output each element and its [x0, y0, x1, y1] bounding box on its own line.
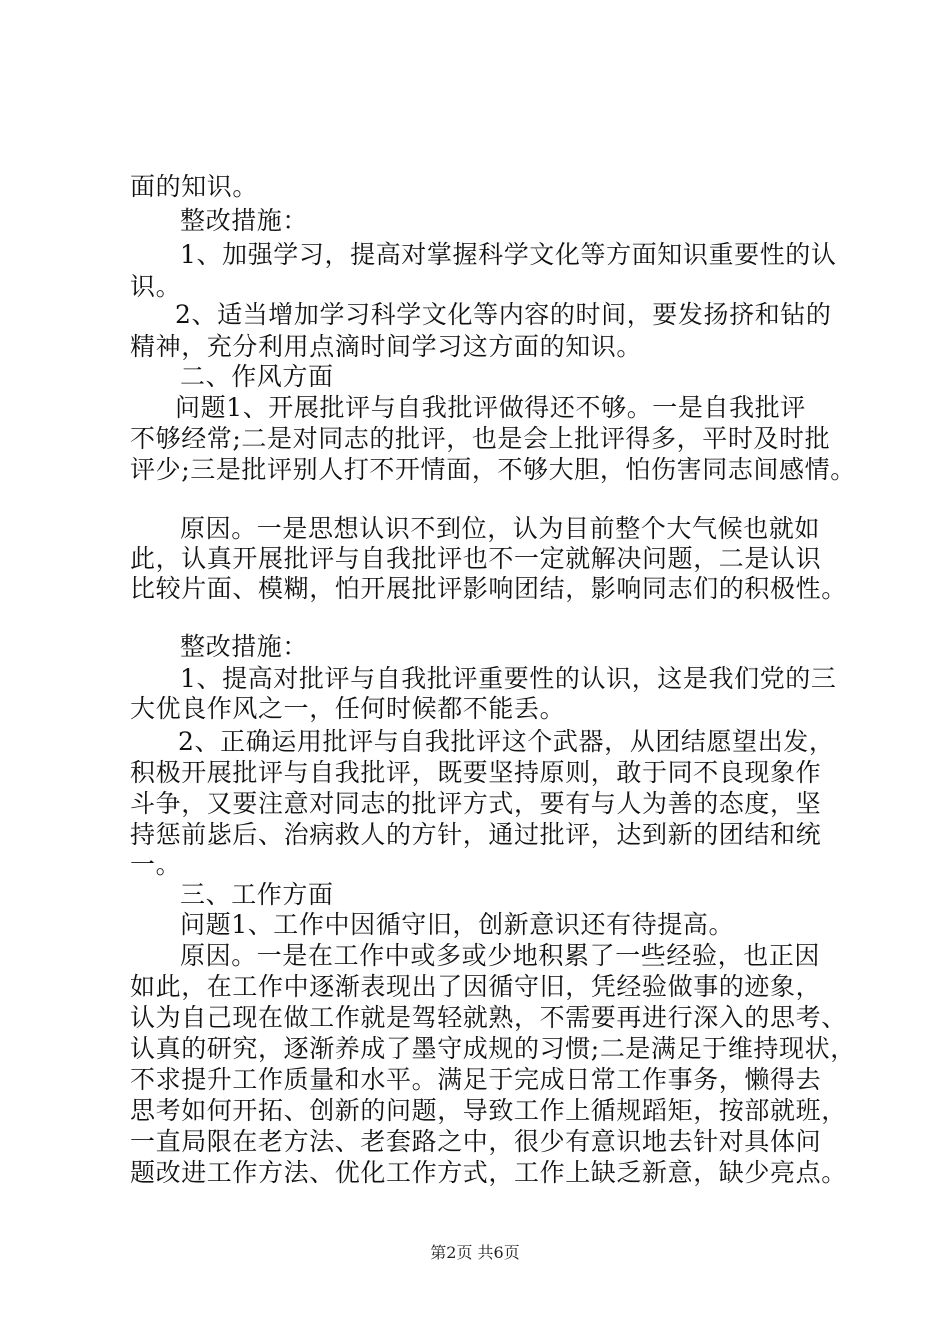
- paragraph-line: 持惩前毖后、治病救人的方针，通过批评，达到新的团结和统: [130, 820, 822, 849]
- paragraph-line: 大优良作风之一，任何时候都不能丢。: [130, 694, 566, 723]
- list-item: 1、提高对批评与自我批评重要性的认识，这是我们党的三: [180, 664, 837, 693]
- paragraph-line: 认为自己现在做工作就是驾轻就熟，不需要再进行深入的思考、: [130, 1003, 847, 1032]
- list-item: 2、适当增加学习科学文化等内容的时间，要发扬挤和钻的: [175, 300, 832, 329]
- paragraph-line: 一。: [130, 850, 182, 879]
- paragraph-line: 如此，在工作中逐渐表现出了因循守旧，凭经验做事的迹象，: [130, 972, 822, 1001]
- paragraph-line: 识。: [130, 272, 182, 301]
- paragraph-line: 原因。一是思想认识不到位，认为目前整个大气候也就如: [180, 514, 821, 543]
- paragraph-line: 斗争，又要注意对同志的批评方式，要有与人为善的态度，坚: [130, 789, 822, 818]
- paragraph-line: 一直局限在老方法、老套路之中，很少有意识地去针对具体问: [130, 1127, 822, 1156]
- paragraph-line: 思考如何开拓、创新的问题，导致工作上循规蹈矩，按部就班，: [130, 1096, 847, 1125]
- paragraph-line: 认真的研究，逐渐养成了墨守成规的习惯;二是满足于维持现状，: [130, 1034, 856, 1063]
- section-heading: 三、工作方面: [180, 880, 334, 909]
- paragraph-line: 不求提升工作质量和水平。满足于完成日常工作事务，懒得去: [130, 1065, 822, 1094]
- paragraph-line: 评少;三是批评别人打不开情面，不够大胆，怕伤害同志间感情。: [130, 455, 856, 484]
- page-number-footer: 第2页 共6页: [430, 1243, 520, 1262]
- paragraph-line: 此，认真开展批评与自我批评也不一定就解决问题，二是认识: [130, 544, 822, 573]
- paragraph-line: 不够经常;二是对同志的批评，也是会上批评得多，平时及时批: [130, 424, 831, 453]
- paragraph-line: 问题1、工作中因循守旧，创新意识还有待提高。: [180, 910, 735, 939]
- paragraph-line: 比较片面、模糊，怕开展批评影响团结，影响同志们的积极性。: [130, 574, 847, 603]
- paragraph-line: 原因。一是在工作中或多或少地积累了一些经验，也正因: [180, 941, 821, 970]
- paragraph-line: 题改进工作方法、优化工作方式，工作上缺乏新意，缺少亮点。: [130, 1158, 847, 1187]
- paragraph-line: 精神，充分利用点滴时间学习这方面的知识。: [130, 332, 643, 361]
- list-item: 2、正确运用批评与自我批评这个武器，从团结愿望出发，: [178, 727, 835, 756]
- section-heading: 整改措施：: [180, 206, 309, 235]
- paragraph-line: 积极开展批评与自我批评，既要坚持原则，敢于同不良现象作: [130, 758, 822, 787]
- section-heading: 整改措施：: [180, 632, 309, 661]
- list-item: 1、加强学习，提高对掌握科学文化等方面知识重要性的认: [180, 240, 837, 269]
- paragraph-line: 面的知识。: [130, 172, 259, 201]
- paragraph-line: 问题1、开展批评与自我批评做得还不够。一是自我批评: [175, 393, 806, 422]
- section-heading: 二、作风方面: [180, 362, 334, 391]
